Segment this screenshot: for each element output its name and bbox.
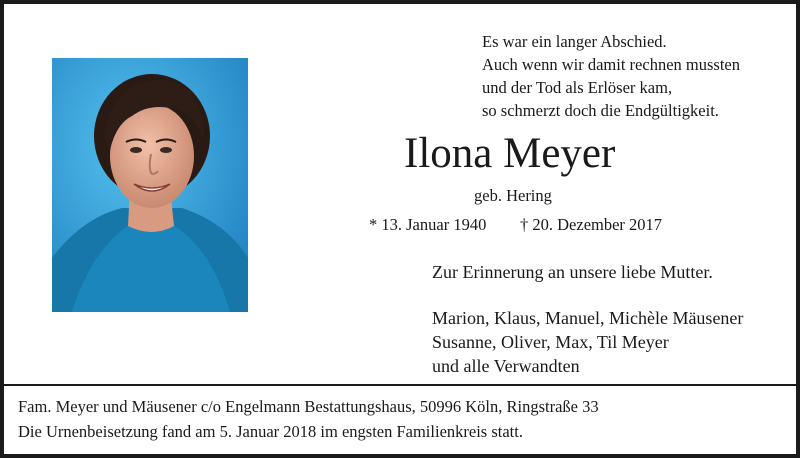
poem-line: und der Tod als Erlöser kam,	[482, 78, 673, 97]
portrait-illustration	[52, 58, 248, 312]
portrait-photo	[52, 58, 248, 312]
poem-line: Es war ein langer Abschied.	[482, 32, 667, 51]
mourners-line: Susanne, Oliver, Max, Til Meyer	[432, 332, 669, 352]
mourners-list	[432, 306, 743, 378]
birth-name: geb. Hering	[474, 186, 552, 205]
death-date: † 20. Dezember 2017	[520, 215, 663, 234]
funeral-note: Die Urnenbeisetzung fand am 5. Januar 2018 im engsten Familienkreis statt.	[18, 422, 523, 441]
footer-divider	[4, 384, 796, 386]
memorial-poem	[482, 30, 740, 122]
poem-line: Auch wenn wir damit rechnen mussten	[482, 55, 740, 74]
mourners-line: Marion, Klaus, Manuel, Michèle Mäusener	[432, 308, 744, 328]
memory-dedication: Zur Erinnerung an unsere liebe Mutter.	[432, 262, 713, 282]
deceased-name: Ilona Meyer	[404, 130, 616, 177]
poem-line: so schmerzt doch die Endgültigkeit.	[482, 101, 719, 120]
birth-date: * 13. Januar 1940	[369, 215, 487, 234]
family-address: Fam. Meyer und Mäusener c/o Engelmann Bestattungshaus, 50996 Köln, Ringstraße 33	[18, 397, 599, 416]
mourners-line: und alle Verwandten	[432, 356, 580, 376]
